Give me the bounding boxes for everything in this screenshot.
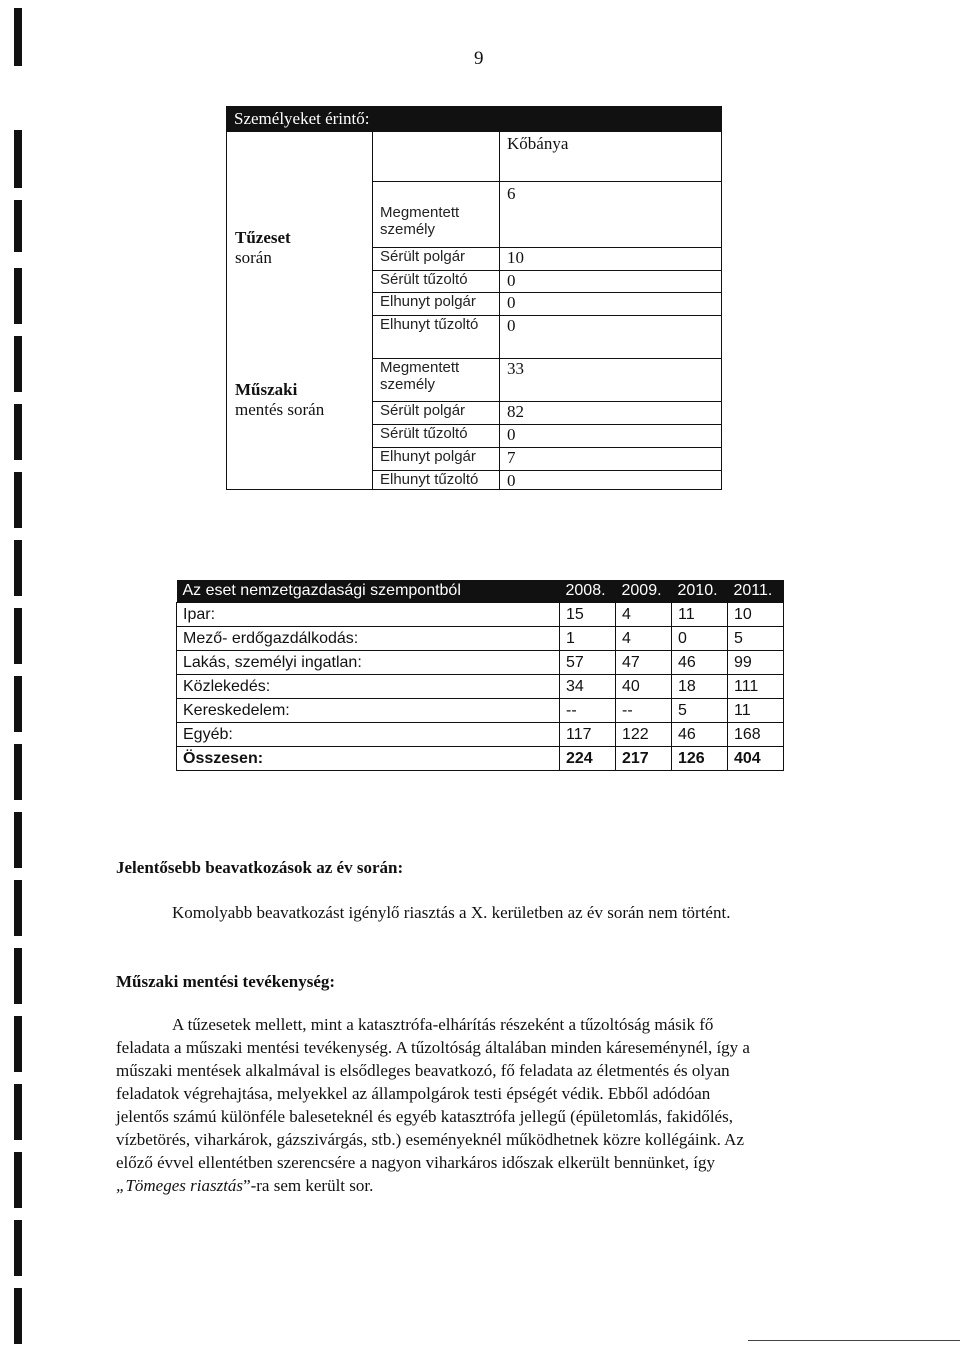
group-label-fire: Tűzeset során bbox=[235, 228, 291, 267]
margin-bar bbox=[14, 1288, 22, 1344]
year-header: 2011. bbox=[728, 580, 784, 603]
economy-table bbox=[176, 580, 784, 771]
margin-bar bbox=[14, 744, 22, 800]
margin-bar bbox=[14, 8, 22, 66]
margin-bar bbox=[14, 540, 22, 596]
margin-bar bbox=[14, 200, 22, 252]
group-label-technical: Műszaki mentés során bbox=[235, 380, 325, 419]
year-header: 2009. bbox=[616, 580, 672, 603]
table-row: Ipar: 15 4 11 10 bbox=[177, 603, 784, 627]
section-heading-technical-rescue: Műszaki mentési tevékenység: bbox=[116, 972, 336, 991]
margin-bar bbox=[14, 948, 22, 1004]
margin-bar bbox=[14, 130, 22, 188]
table-row: Sérült polgár 82 bbox=[372, 401, 721, 422]
table-row: Lakás, személyi ingatlan: 57 47 46 99 bbox=[177, 651, 784, 675]
footer-rule bbox=[748, 1340, 960, 1341]
margin-bar bbox=[14, 268, 22, 324]
table-row: Sérült polgár 10 bbox=[372, 247, 721, 268]
margin-bar bbox=[14, 1084, 22, 1140]
table-row: Kereskedelem: -- -- 5 11 bbox=[177, 699, 784, 723]
margin-bar bbox=[14, 336, 22, 392]
persons-table-header: Személyeket érintő: bbox=[226, 106, 722, 132]
margin-bar bbox=[14, 404, 22, 460]
margin-bar bbox=[14, 608, 22, 664]
table-row: Sérült tűzoltó 0 bbox=[372, 270, 721, 291]
economy-table-header: Az eset nemzetgazdasági szempontból bbox=[177, 580, 560, 603]
margin-bar bbox=[14, 812, 22, 868]
technical-rescue-paragraph: A tűzesetek mellett, mint a katasztrófa-elhárítás részeként a tűzoltóság másik fő feladata a műszaki mentési tevékenység. A tűzoltóság általában minden káreseménynél, így a műszaki mentések alkalmával is elsődleges beavatkozó, fő feladata az életmentés és olyan feladatok végrehajtása, melyekkel az állampolgárok testi épségét védik. Ebből adódóan jelentős számú különféle baleseteknél és egyéb katasztrófa jellegű (épületomlás, fakidőlés, vízbetörés, viharkárok, gázszivárgás, stb.) eseményeknél működhetnek közre kollégáink. Az előző évvel ellentétben szerencsére a nagyon viharkáros időszak elkerült bennünket, így „Tömeges riasztás”-ra sem került sor. bbox=[116, 1015, 750, 1195]
table-row: Mező- erdőgazdálkodás: 1 4 0 5 bbox=[177, 627, 784, 651]
total-row: Összesen: 224 217 126 404 bbox=[177, 747, 784, 771]
margin-bar bbox=[14, 1220, 22, 1276]
table-row: Elhunyt polgár 7 bbox=[372, 447, 721, 468]
table-row: Egyéb: 117 122 46 168 bbox=[177, 723, 784, 747]
table-row: Közlekedés: 34 40 18 111 bbox=[177, 675, 784, 699]
persons-table: Személyeket érintő: Kőbánya Tűzeset során Műszaki mentés során Megmentett személy 6 Sérült polgár 10 Sérült tűzoltó 0 Elhunyt polgár 0 Elhunyt tűzoltó 0 Megmentett személy 33 Sérült polgár 82 Sérült tűzoltó 0 Elhunyt polgár 7 Elhunyt tűzoltó 0 bbox=[226, 106, 722, 490]
interventions-text: Komolyabb beavatkozást igénylő riasztás a X. kerületben az év során nem történt. bbox=[172, 903, 731, 922]
year-header: 2008. bbox=[560, 580, 616, 603]
section-heading-interventions: Jelentősebb beavatkozások az év során: bbox=[116, 858, 404, 877]
margin-bar bbox=[14, 472, 22, 528]
table-row: Elhunyt tűzoltó 0 bbox=[372, 470, 721, 491]
column-header-kobanya: Kőbánya bbox=[507, 134, 569, 153]
margin-bar bbox=[14, 676, 22, 732]
table-row: Elhunyt tűzoltó 0 bbox=[372, 315, 721, 336]
table-row: Elhunyt polgár 0 bbox=[372, 292, 721, 313]
table-row: Megmentett személy 33 bbox=[372, 358, 721, 393]
margin-bar bbox=[14, 1016, 22, 1072]
margin-bar bbox=[14, 880, 22, 936]
year-header: 2010. bbox=[672, 580, 728, 603]
margin-bar bbox=[14, 1152, 22, 1208]
page-number: 9 bbox=[474, 48, 484, 69]
table-row: Sérült tűzoltó 0 bbox=[372, 424, 721, 445]
